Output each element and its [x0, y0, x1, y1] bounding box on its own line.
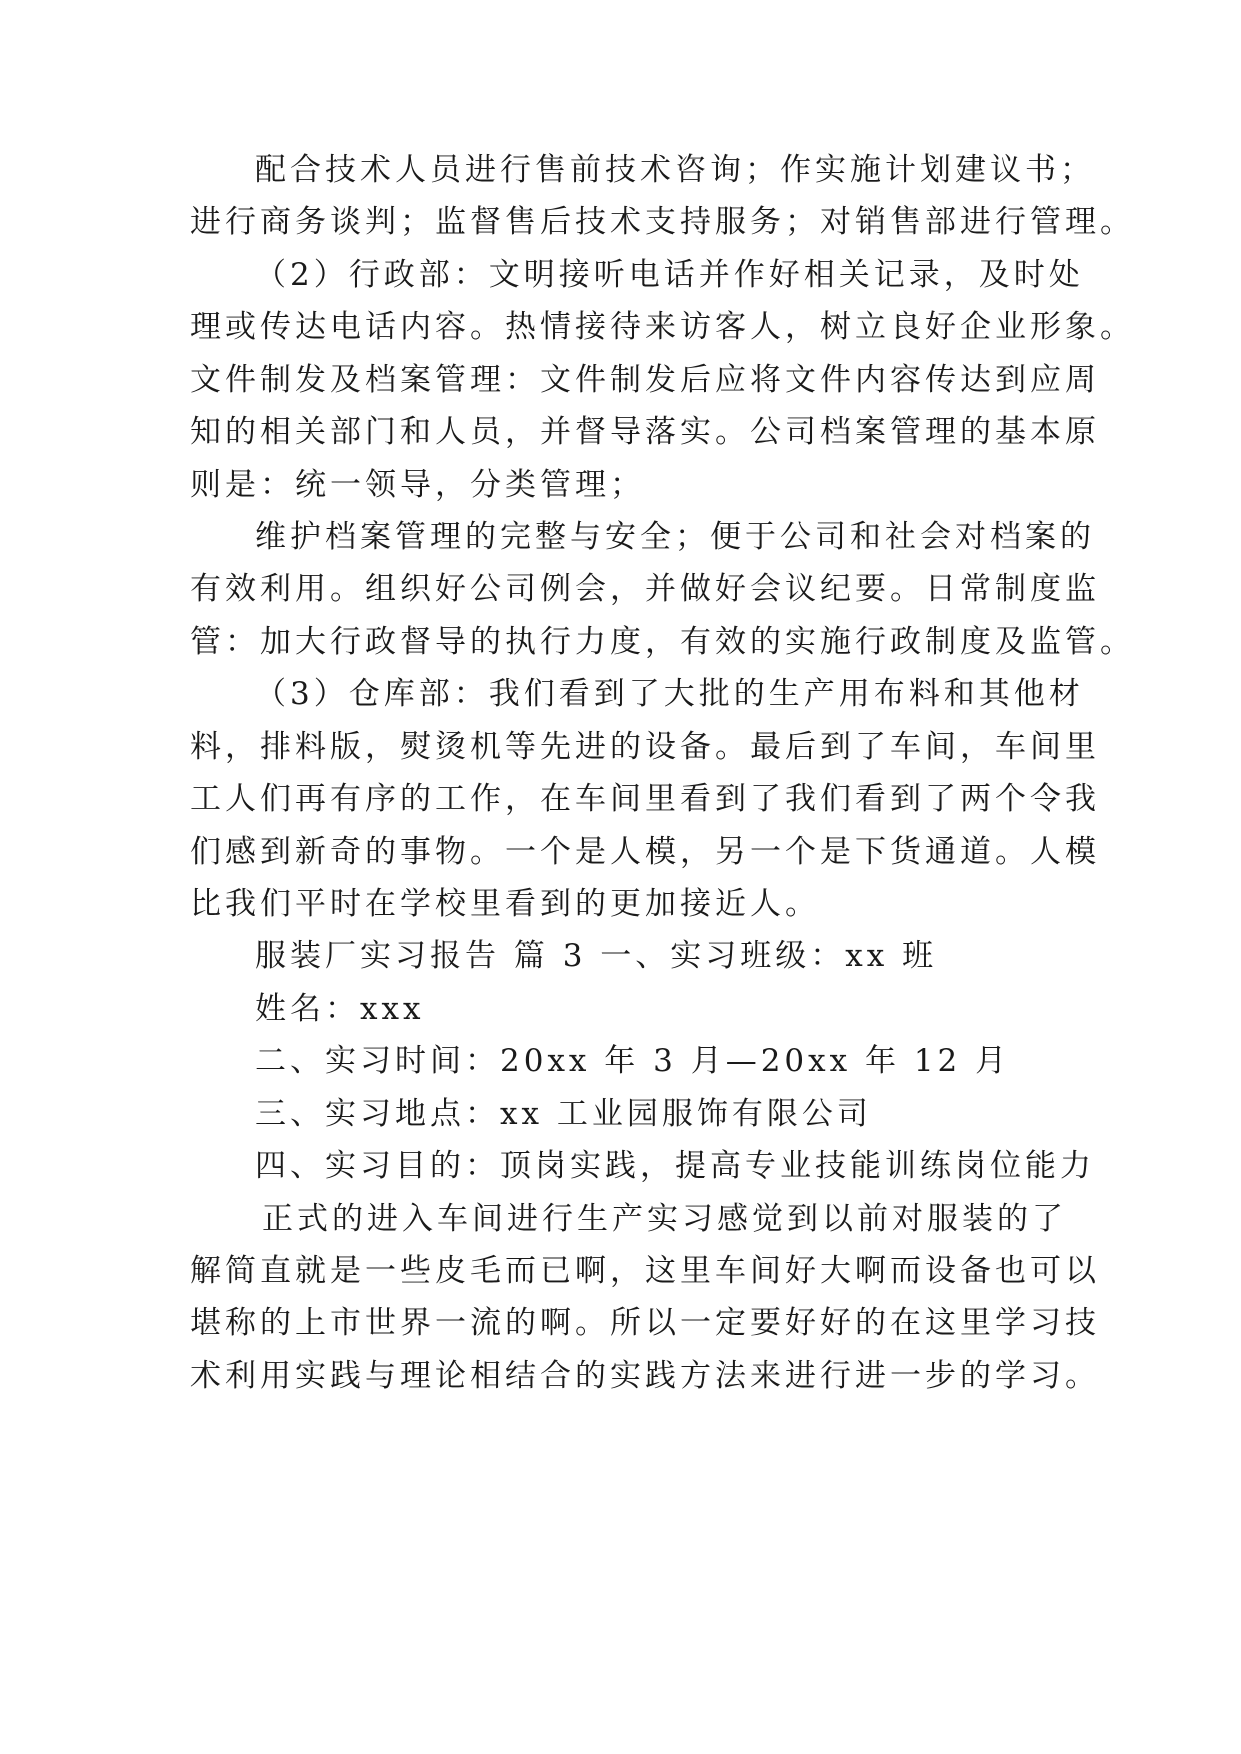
text-line: 四、实习目的：顶岗实践，提高专业技能训练岗位能力: [255, 1148, 1095, 1184]
text-line: （3）仓库部：我们看到了大批的生产用布料和其他材: [255, 676, 1084, 712]
text-line: （2）行政部：文明接听电话并作好相关记录，及时处: [255, 257, 1084, 293]
text-line: 则是：统一领导，分类管理；: [190, 467, 645, 503]
text-line: 正式的进入车间进行生产实习感觉到以前对服装的了: [262, 1201, 1067, 1237]
text-line: 配合技术人员进行售前技术咨询；作实施计划建议书；: [255, 152, 1095, 188]
text-line: 术利用实践与理论相结合的实践方法来进行进一步的学习。: [190, 1358, 1100, 1394]
text-line: 堪称的上市世界一流的啊。所以一定要好好的在这里学习技: [190, 1305, 1100, 1341]
text-line: 解简直就是一些皮毛而已啊，这里车间好大啊而设备也可以: [190, 1253, 1100, 1289]
text-line: 三、实习地点：xx 工业园服饰有限公司: [255, 1096, 872, 1132]
text-line: 比我们平时在学校里看到的更加接近人。: [190, 886, 820, 922]
text-line: 管：加大行政督导的执行力度，有效的实施行政制度及监管。: [190, 624, 1135, 660]
text-line: 维护档案管理的完整与安全；便于公司和社会对档案的: [255, 519, 1095, 555]
text-line: 工人们再有序的工作，在车间里看到了我们看到了两个令我: [190, 781, 1100, 817]
text-line: 有效利用。组织好公司例会，并做好会议纪要。日常制度监: [190, 571, 1100, 607]
section-heading: 服装厂实习报告 篇 3 一、实习班级：xx 班: [255, 938, 938, 974]
text-line: 知的相关部门和人员，并督导落实。公司档案管理的基本原: [190, 414, 1100, 450]
text-line: 料，排料版，熨烫机等先进的设备。最后到了车间，车间里: [190, 729, 1100, 765]
text-line: 二、实习时间：20xx 年 3 月—20xx 年 12 月: [255, 1043, 1011, 1079]
text-line: 文件制发及档案管理：文件制发后应将文件内容传达到应周: [190, 362, 1100, 398]
text-line: 进行商务谈判；监督售后技术支持服务；对销售部进行管理。: [190, 204, 1135, 240]
text-line: 理或传达电话内容。热情接待来访客人，树立良好企业形象。: [190, 309, 1135, 345]
text-line: 们感到新奇的事物。一个是人模，另一个是下货通道。人模: [190, 834, 1100, 870]
text-line: 姓名：xxx: [255, 991, 425, 1027]
